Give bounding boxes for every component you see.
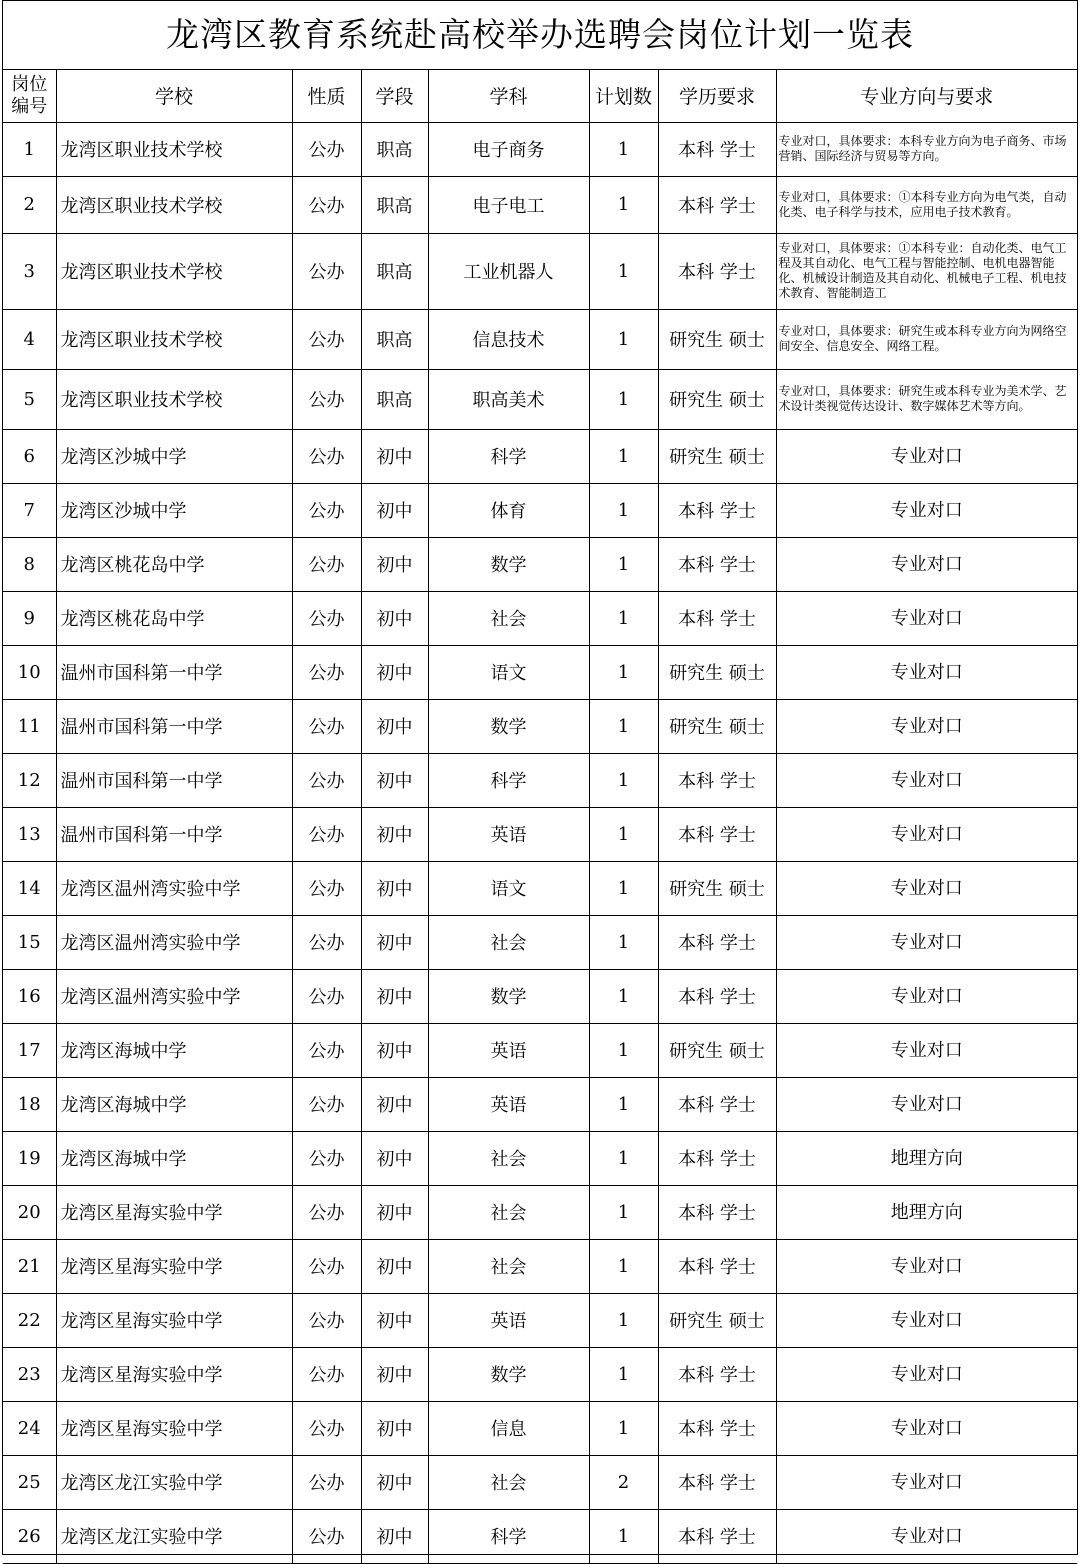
cell-subject: 工业机器人 — [428, 233, 589, 309]
cell-degree: 研究生 硕士 — [658, 645, 776, 699]
cell-school: 温州市国科第一中学 — [56, 645, 292, 699]
cell-school: 龙湾区沙城中学 — [56, 483, 292, 537]
cell-count: 1 — [589, 1401, 658, 1455]
recruitment-table-sheet — [2, 0, 1078, 1555]
cell-school: 龙湾区星海实验中学 — [56, 1239, 292, 1293]
cell-school: 龙湾区职业技术学校 — [56, 122, 292, 176]
table-row — [3, 645, 1077, 699]
cell-level: 职高 — [361, 176, 428, 233]
page-title: 龙湾区教育系统赴高校举办选聘会岗位计划一览表 — [3, 1, 1077, 70]
cell-index: 13 — [3, 807, 56, 861]
cell-count: 1 — [589, 915, 658, 969]
cell-index: 24 — [3, 1401, 56, 1455]
cell-school: 龙湾区龙江实验中学 — [56, 1509, 292, 1563]
cell-subject: 信息技术 — [428, 309, 589, 369]
cell-level: 职高 — [361, 122, 428, 176]
cell-major: 专业对口 — [776, 1455, 1077, 1509]
cell-nature: 公办 — [292, 537, 361, 591]
cell-school: 龙湾区温州湾实验中学 — [56, 861, 292, 915]
cell-subject: 社会 — [428, 1455, 589, 1509]
cell-school: 龙湾区星海实验中学 — [56, 1401, 292, 1455]
table-row — [3, 753, 1077, 807]
cell-count: 1 — [589, 807, 658, 861]
cell-major: 专业对口 — [776, 645, 1077, 699]
table-row — [3, 1077, 1077, 1131]
cell-degree: 本科 学士 — [658, 591, 776, 645]
cell-level: 初中 — [361, 1293, 428, 1347]
cell-degree: 本科 学士 — [658, 483, 776, 537]
cell-nature: 公办 — [292, 1131, 361, 1185]
cell-degree: 研究生 硕士 — [658, 699, 776, 753]
cell-degree: 本科 学士 — [658, 1131, 776, 1185]
cell-school: 龙湾区桃花岛中学 — [56, 537, 292, 591]
cell-count: 1 — [589, 861, 658, 915]
cell-index: 5 — [3, 369, 56, 429]
cell-nature: 公办 — [292, 483, 361, 537]
cell-index: 18 — [3, 1077, 56, 1131]
cell-subject: 语文 — [428, 645, 589, 699]
cell-count: 1 — [589, 1509, 658, 1563]
cell-nature: 公办 — [292, 1401, 361, 1455]
cell-index: 2 — [3, 176, 56, 233]
cell-degree: 研究生 硕士 — [658, 1293, 776, 1347]
cell-degree: 研究生 硕士 — [658, 369, 776, 429]
cell-degree: 本科 学士 — [658, 122, 776, 176]
cell-major: 专业对口 — [776, 753, 1077, 807]
cell-subject: 电子电工 — [428, 176, 589, 233]
cell-degree: 本科 学士 — [658, 807, 776, 861]
table-row — [3, 1509, 1077, 1563]
cell-count: 1 — [589, 1347, 658, 1401]
cell-level: 初中 — [361, 1131, 428, 1185]
cell-subject: 体育 — [428, 483, 589, 537]
table-body — [3, 122, 1077, 1563]
cell-major: 专业对口 — [776, 1293, 1077, 1347]
cell-subject: 数学 — [428, 1347, 589, 1401]
cell-subject: 英语 — [428, 807, 589, 861]
cell-major: 专业对口 — [776, 1347, 1077, 1401]
cell-major: 专业对口，具体要求：①本科专业方向为电气类，自动化类、电子科学与技术，应用电子技术教育。 — [776, 176, 1077, 233]
table-row — [3, 915, 1077, 969]
cell-level: 职高 — [361, 369, 428, 429]
cell-nature: 公办 — [292, 699, 361, 753]
cell-nature: 公办 — [292, 1509, 361, 1563]
cell-count: 1 — [589, 369, 658, 429]
cell-count: 1 — [589, 483, 658, 537]
header-index: 岗位编号 — [3, 70, 56, 122]
cell-major: 专业对口 — [776, 1077, 1077, 1131]
cell-count: 1 — [589, 753, 658, 807]
cell-major: 专业对口 — [776, 483, 1077, 537]
cell-index: 21 — [3, 1239, 56, 1293]
cell-count: 1 — [589, 233, 658, 309]
cell-school: 温州市国科第一中学 — [56, 699, 292, 753]
table-row — [3, 537, 1077, 591]
header-count: 计划数 — [589, 70, 658, 122]
cell-level: 初中 — [361, 645, 428, 699]
cell-nature: 公办 — [292, 1347, 361, 1401]
cell-nature: 公办 — [292, 309, 361, 369]
cell-index: 7 — [3, 483, 56, 537]
cell-count: 1 — [589, 969, 658, 1023]
table-row — [3, 1239, 1077, 1293]
cell-major: 专业对口，具体要求：研究生或本科专业方向为网络空间安全、信息安全、网络工程。 — [776, 309, 1077, 369]
cell-nature: 公办 — [292, 753, 361, 807]
cell-nature: 公办 — [292, 1293, 361, 1347]
cell-school: 龙湾区沙城中学 — [56, 429, 292, 483]
cell-index: 4 — [3, 309, 56, 369]
cell-index: 9 — [3, 591, 56, 645]
cell-index: 11 — [3, 699, 56, 753]
table-header-row — [3, 70, 1077, 122]
table-row — [3, 1347, 1077, 1401]
cell-major: 专业对口 — [776, 537, 1077, 591]
cell-school: 龙湾区职业技术学校 — [56, 176, 292, 233]
cell-index: 23 — [3, 1347, 56, 1401]
cell-school: 温州市国科第一中学 — [56, 807, 292, 861]
header-level: 学段 — [361, 70, 428, 122]
table-row — [3, 1131, 1077, 1185]
cell-major: 专业对口 — [776, 1023, 1077, 1077]
table-row — [3, 122, 1077, 176]
cell-index: 25 — [3, 1455, 56, 1509]
cell-subject: 数学 — [428, 699, 589, 753]
cell-index: 8 — [3, 537, 56, 591]
cell-count: 1 — [589, 645, 658, 699]
cell-major: 专业对口 — [776, 861, 1077, 915]
cell-level: 初中 — [361, 1401, 428, 1455]
cell-subject: 信息 — [428, 1401, 589, 1455]
cell-nature: 公办 — [292, 369, 361, 429]
cell-count: 1 — [589, 537, 658, 591]
cell-school: 龙湾区海城中学 — [56, 1023, 292, 1077]
cell-count: 1 — [589, 1239, 658, 1293]
cell-nature: 公办 — [292, 591, 361, 645]
cell-count: 1 — [589, 591, 658, 645]
cell-subject: 语文 — [428, 861, 589, 915]
cell-degree: 本科 学士 — [658, 1347, 776, 1401]
cell-degree: 本科 学士 — [658, 1455, 776, 1509]
cell-degree: 本科 学士 — [658, 1185, 776, 1239]
cell-nature: 公办 — [292, 1455, 361, 1509]
cell-major: 专业对口 — [776, 915, 1077, 969]
cell-degree: 研究生 硕士 — [658, 309, 776, 369]
cell-index: 20 — [3, 1185, 56, 1239]
header-subject: 学科 — [428, 70, 589, 122]
cell-nature: 公办 — [292, 969, 361, 1023]
cell-subject: 社会 — [428, 1239, 589, 1293]
cell-nature: 公办 — [292, 429, 361, 483]
cell-school: 龙湾区温州湾实验中学 — [56, 915, 292, 969]
cell-subject: 英语 — [428, 1023, 589, 1077]
cell-index: 1 — [3, 122, 56, 176]
cell-major: 专业对口 — [776, 1239, 1077, 1293]
cell-level: 初中 — [361, 1455, 428, 1509]
cell-degree: 本科 学士 — [658, 1077, 776, 1131]
cell-level: 初中 — [361, 807, 428, 861]
cell-nature: 公办 — [292, 1239, 361, 1293]
cell-subject: 社会 — [428, 591, 589, 645]
cell-nature: 公办 — [292, 807, 361, 861]
header-nature: 性质 — [292, 70, 361, 122]
cell-school: 龙湾区职业技术学校 — [56, 309, 292, 369]
cell-degree: 本科 学士 — [658, 1401, 776, 1455]
cell-level: 初中 — [361, 1077, 428, 1131]
cell-level: 初中 — [361, 699, 428, 753]
cell-subject: 科学 — [428, 1509, 589, 1563]
cell-index: 16 — [3, 969, 56, 1023]
cell-level: 初中 — [361, 861, 428, 915]
cell-major: 地理方向 — [776, 1131, 1077, 1185]
cell-subject: 数学 — [428, 537, 589, 591]
cell-count: 1 — [589, 176, 658, 233]
cell-count: 1 — [589, 122, 658, 176]
cell-subject: 社会 — [428, 1185, 589, 1239]
cell-count: 1 — [589, 1077, 658, 1131]
cell-count: 2 — [589, 1455, 658, 1509]
cell-index: 26 — [3, 1509, 56, 1563]
cell-level: 职高 — [361, 233, 428, 309]
cell-nature: 公办 — [292, 1185, 361, 1239]
cell-school: 龙湾区星海实验中学 — [56, 1347, 292, 1401]
table-row — [3, 699, 1077, 753]
cell-subject: 社会 — [428, 1131, 589, 1185]
cell-level: 初中 — [361, 1239, 428, 1293]
cell-count: 1 — [589, 1023, 658, 1077]
cell-major: 专业对口 — [776, 807, 1077, 861]
cell-level: 初中 — [361, 1347, 428, 1401]
cell-degree: 本科 学士 — [658, 753, 776, 807]
cell-degree: 本科 学士 — [658, 1509, 776, 1563]
cell-degree: 研究生 硕士 — [658, 861, 776, 915]
cell-nature: 公办 — [292, 233, 361, 309]
cell-degree: 本科 学士 — [658, 1239, 776, 1293]
cell-school: 龙湾区职业技术学校 — [56, 369, 292, 429]
cell-subject: 英语 — [428, 1293, 589, 1347]
cell-major: 专业对口，具体要求：本科专业方向为电子商务、市场营销、国际经济与贸易等方向。 — [776, 122, 1077, 176]
table-row — [3, 807, 1077, 861]
cell-count: 1 — [589, 699, 658, 753]
cell-subject: 电子商务 — [428, 122, 589, 176]
cell-count: 1 — [589, 309, 658, 369]
cell-level: 初中 — [361, 915, 428, 969]
cell-level: 初中 — [361, 537, 428, 591]
cell-school: 龙湾区职业技术学校 — [56, 233, 292, 309]
table-row — [3, 861, 1077, 915]
positions-table — [3, 70, 1077, 1564]
table-row — [3, 1455, 1077, 1509]
cell-major: 专业对口 — [776, 969, 1077, 1023]
cell-school: 温州市国科第一中学 — [56, 753, 292, 807]
cell-subject: 科学 — [428, 753, 589, 807]
cell-major: 专业对口，具体要求：研究生或本科专业为美术学、艺术设计类视觉传达设计、数字媒体艺术等方向。 — [776, 369, 1077, 429]
cell-subject: 科学 — [428, 429, 589, 483]
cell-nature: 公办 — [292, 915, 361, 969]
cell-school: 龙湾区桃花岛中学 — [56, 591, 292, 645]
cell-nature: 公办 — [292, 645, 361, 699]
cell-school: 龙湾区星海实验中学 — [56, 1185, 292, 1239]
table-row — [3, 369, 1077, 429]
cell-degree: 研究生 硕士 — [658, 429, 776, 483]
table-row — [3, 233, 1077, 309]
cell-major: 专业对口 — [776, 699, 1077, 753]
cell-level: 初中 — [361, 969, 428, 1023]
cell-index: 12 — [3, 753, 56, 807]
cell-degree: 本科 学士 — [658, 969, 776, 1023]
cell-degree: 本科 学士 — [658, 537, 776, 591]
cell-school: 龙湾区星海实验中学 — [56, 1293, 292, 1347]
header-degree: 学历要求 — [658, 70, 776, 122]
table-row — [3, 1293, 1077, 1347]
cell-major: 专业对口，具体要求：①本科专业：自动化类、电气工程及其自动化、电气工程与智能控制、电机电器智能化、机械设计制造及其自动化、机械电子工程、机电技术教育、智能制造工 — [776, 233, 1077, 309]
cell-nature: 公办 — [292, 861, 361, 915]
cell-count: 1 — [589, 1185, 658, 1239]
table-row — [3, 591, 1077, 645]
cell-index: 22 — [3, 1293, 56, 1347]
cell-degree: 本科 学士 — [658, 176, 776, 233]
cell-major: 专业对口 — [776, 591, 1077, 645]
cell-nature: 公办 — [292, 176, 361, 233]
cell-nature: 公办 — [292, 1023, 361, 1077]
cell-subject: 数学 — [428, 969, 589, 1023]
cell-nature: 公办 — [292, 1077, 361, 1131]
cell-index: 15 — [3, 915, 56, 969]
cell-school: 龙湾区龙江实验中学 — [56, 1455, 292, 1509]
cell-level: 初中 — [361, 1023, 428, 1077]
cell-index: 6 — [3, 429, 56, 483]
cell-subject: 社会 — [428, 915, 589, 969]
cell-count: 1 — [589, 429, 658, 483]
cell-index: 10 — [3, 645, 56, 699]
cell-school: 龙湾区海城中学 — [56, 1131, 292, 1185]
cell-level: 初中 — [361, 753, 428, 807]
cell-level: 初中 — [361, 429, 428, 483]
cell-subject: 职高美术 — [428, 369, 589, 429]
cell-major: 专业对口 — [776, 1401, 1077, 1455]
cell-major: 专业对口 — [776, 429, 1077, 483]
cell-major: 地理方向 — [776, 1185, 1077, 1239]
header-school: 学校 — [56, 70, 292, 122]
cell-major: 专业对口 — [776, 1509, 1077, 1563]
table-row — [3, 429, 1077, 483]
cell-degree: 本科 学士 — [658, 233, 776, 309]
cell-index: 14 — [3, 861, 56, 915]
header-major: 专业方向与要求 — [776, 70, 1077, 122]
cell-count: 1 — [589, 1293, 658, 1347]
cell-index: 19 — [3, 1131, 56, 1185]
cell-level: 初中 — [361, 1509, 428, 1563]
cell-index: 17 — [3, 1023, 56, 1077]
cell-nature: 公办 — [292, 122, 361, 176]
cell-degree: 本科 学士 — [658, 915, 776, 969]
cell-level: 初中 — [361, 483, 428, 537]
cell-level: 初中 — [361, 1185, 428, 1239]
cell-school: 龙湾区海城中学 — [56, 1077, 292, 1131]
cell-level: 初中 — [361, 591, 428, 645]
table-row — [3, 1401, 1077, 1455]
cell-count: 1 — [589, 1131, 658, 1185]
cell-degree: 研究生 硕士 — [658, 1023, 776, 1077]
cell-school: 龙湾区温州湾实验中学 — [56, 969, 292, 1023]
table-row — [3, 1185, 1077, 1239]
table-row — [3, 309, 1077, 369]
cell-index: 3 — [3, 233, 56, 309]
table-row — [3, 969, 1077, 1023]
table-row — [3, 176, 1077, 233]
cell-subject: 英语 — [428, 1077, 589, 1131]
table-row — [3, 483, 1077, 537]
table-row — [3, 1023, 1077, 1077]
cell-level: 职高 — [361, 309, 428, 369]
